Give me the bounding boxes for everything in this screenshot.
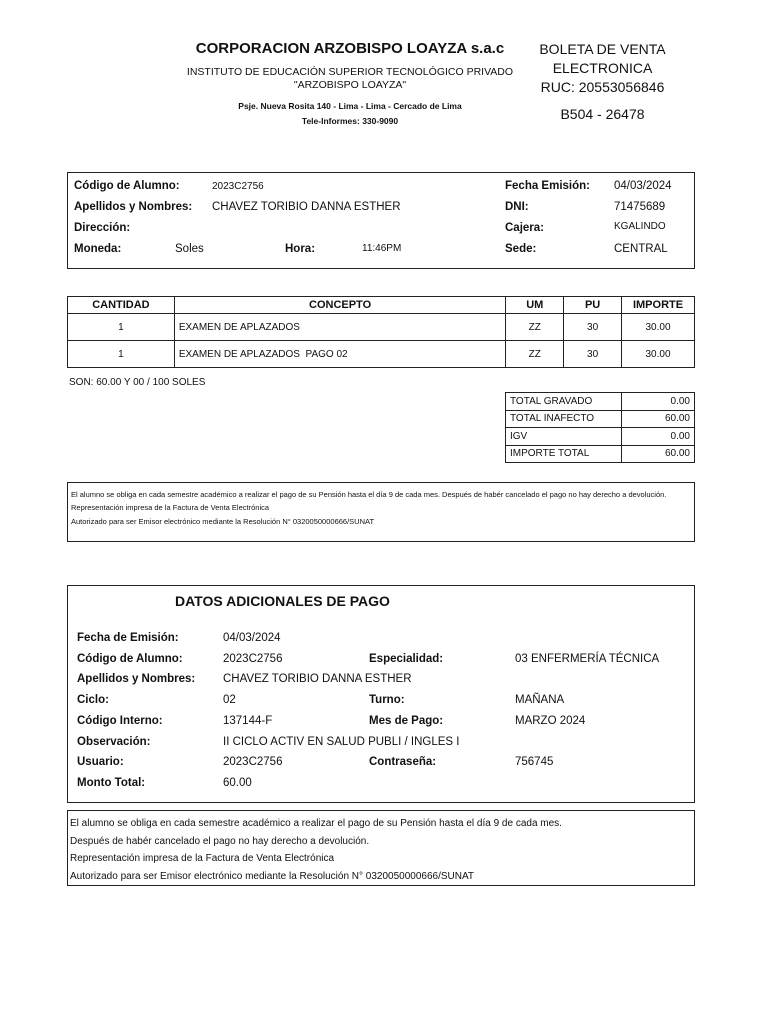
ciclo-label: Ciclo: — [77, 694, 109, 706]
col-concepto: CONCEPTO — [174, 297, 505, 314]
moneda-value: Soles — [175, 243, 204, 255]
moneda-label: Moneda: — [74, 243, 122, 255]
add-codigo-label: Código de Alumno: — [77, 653, 183, 665]
nombres-value: CHAVEZ TORIBIO DANNA ESTHER — [212, 201, 401, 213]
notice-large-line3: Representación impresa de la Factura de Venta Electrónica — [70, 853, 335, 864]
items-table — [67, 296, 695, 368]
cell-um: ZZ — [506, 341, 564, 368]
obs-label: Observación: — [77, 736, 151, 748]
turno-label: Turno: — [369, 694, 405, 706]
table-row — [68, 314, 695, 341]
total-row — [506, 428, 695, 446]
dni-value: 71475689 — [614, 201, 666, 213]
cell-importe: 30.00 — [622, 341, 695, 368]
cell-importe: 30.00 — [622, 314, 695, 341]
usuario-value: 2023C2756 — [223, 756, 283, 768]
institute-name — [150, 66, 550, 92]
notice-large-line2: Después de habér cancelado el pago no hay derecho a devolución. — [70, 835, 370, 847]
cell-concepto: EXAMEN DE APLAZADOS PAGO 02 — [174, 341, 505, 368]
cell-concepto: EXAMEN DE APLAZADOS — [174, 314, 505, 341]
dni-label: DNI: — [505, 201, 529, 213]
total-row — [506, 393, 695, 411]
total-row — [506, 445, 695, 463]
password-value: 756745 — [515, 756, 554, 768]
usuario-label: Usuario: — [77, 756, 124, 768]
total-inafecto-value: 60.00 — [622, 410, 695, 428]
company-phone: Tele-Informes: 330-9090 — [301, 116, 399, 126]
col-um: UM — [506, 297, 564, 314]
additional-title: DATOS ADICIONALES DE PAGO — [175, 593, 390, 609]
total-gravado-label: TOTAL GRAVADO — [506, 393, 622, 411]
igv-value: 0.00 — [622, 428, 695, 446]
monto-value: 60.00 — [223, 777, 252, 789]
total-gravado-value: 0.00 — [622, 393, 695, 411]
mes-value: MARZO 2024 — [515, 715, 586, 727]
fecha-value: 04/03/2024 — [614, 180, 672, 192]
doc-type-line2: ELECTRONICA — [552, 60, 653, 76]
notice-small-line1: El alumno se obliga en cada semestre académico a realizar el pago de su Pensión hasta el día 9 de cada mes. Después de habér cancelado el pago no hay derecho a devolución. — [71, 490, 667, 499]
hora-value: 11:46PM — [362, 243, 402, 254]
importe-total-label: IMPORTE TOTAL — [506, 445, 622, 463]
legal-notice-large — [67, 810, 695, 886]
notice-small-line2: Representación impresa de la Factura de Venta Electrónica — [71, 503, 270, 512]
institute-line2: "ARZOBISPO LOAYZA" — [293, 79, 407, 91]
notice-small-line3: Autorizado para ser Emisor electrónico mediante la Resolución N° 0320050000666/SUNAT — [71, 517, 375, 526]
codigo-label: Código de Alumno: — [74, 180, 180, 192]
sede-label: Sede: — [505, 243, 537, 255]
fecha-label: Fecha Emisión: — [505, 180, 590, 192]
total-row — [506, 410, 695, 428]
obs-value: II CICLO ACTIV EN SALUD PUBLI / INGLES I — [223, 736, 460, 748]
company-name: CORPORACION ARZOBISPO LOAYZA s.a.c — [195, 40, 505, 57]
cell-pu: 30 — [564, 341, 622, 368]
institute-line1: INSTITUTO DE EDUCACIÓN SUPERIOR TECNOLÓGICO PRIVADO — [186, 66, 514, 78]
company-contact — [150, 99, 550, 129]
importe-total-value: 60.00 — [622, 445, 695, 463]
hora-label: Hora: — [285, 243, 316, 255]
table-row — [68, 341, 695, 368]
sede-value: CENTRAL — [614, 243, 668, 255]
col-cantidad: CANTIDAD — [68, 297, 175, 314]
password-label: Contraseña: — [369, 756, 437, 768]
notice-large-line1: El alumno se obliga en cada semestre académico a realizar el pago de su Pensión hasta el día 9 de cada mes. — [70, 818, 562, 829]
interno-label: Código Interno: — [77, 715, 163, 727]
especialidad-label: Especialidad: — [369, 653, 444, 665]
col-importe: IMPORTE — [622, 297, 695, 314]
totals-table — [505, 392, 695, 463]
cell-cantidad: 1 — [68, 341, 175, 368]
total-inafecto-label: TOTAL INAFECTO — [506, 410, 622, 428]
direccion-label: Dirección: — [74, 222, 131, 234]
col-pu: PU — [564, 297, 622, 314]
ciclo-value: 02 — [223, 694, 236, 706]
igv-label: IGV — [506, 428, 622, 446]
company-address: Psje. Nueva Rosita 140 - Lima - Lima - Cercado de Lima — [238, 101, 462, 111]
monto-label: Monto Total: — [77, 777, 146, 789]
ruc-number: RUC: 20553056846 — [540, 79, 665, 95]
doc-type-line1: BOLETA DE VENTA — [539, 41, 666, 57]
cell-pu: 30 — [564, 314, 622, 341]
add-nombres-value: CHAVEZ TORIBIO DANNA ESTHER — [223, 673, 412, 685]
document-type — [510, 40, 695, 97]
mes-label: Mes de Pago: — [369, 715, 444, 727]
amount-in-words: SON: 60.00 Y 00 / 100 SOLES — [69, 377, 206, 388]
codigo-value: 2023C2756 — [212, 181, 264, 192]
cell-um: ZZ — [506, 314, 564, 341]
especialidad-value: 03 ENFERMERÍA TÉCNICA — [515, 653, 660, 665]
cell-cantidad: 1 — [68, 314, 175, 341]
notice-large-line4: Autorizado para ser Emisor electrónico mediante la Resolución N° 0320050000666/SUNAT — [70, 870, 475, 882]
turno-value: MAÑANA — [515, 694, 565, 706]
interno-value: 137144-F — [223, 715, 273, 727]
add-fecha-label: Fecha de Emisión: — [77, 632, 179, 644]
cajera-label: Cajera: — [505, 222, 544, 234]
add-codigo-value: 2023C2756 — [223, 653, 283, 665]
nombres-label: Apellidos y Nombres: — [74, 201, 193, 213]
add-fecha-value: 04/03/2024 — [223, 632, 281, 644]
document-serie: B504 - 26478 — [560, 106, 645, 122]
add-nombres-label: Apellidos y Nombres: — [77, 673, 196, 685]
items-header-row — [68, 297, 695, 314]
legal-notice-small — [67, 482, 695, 542]
cajera-value: KGALINDO — [614, 221, 666, 232]
